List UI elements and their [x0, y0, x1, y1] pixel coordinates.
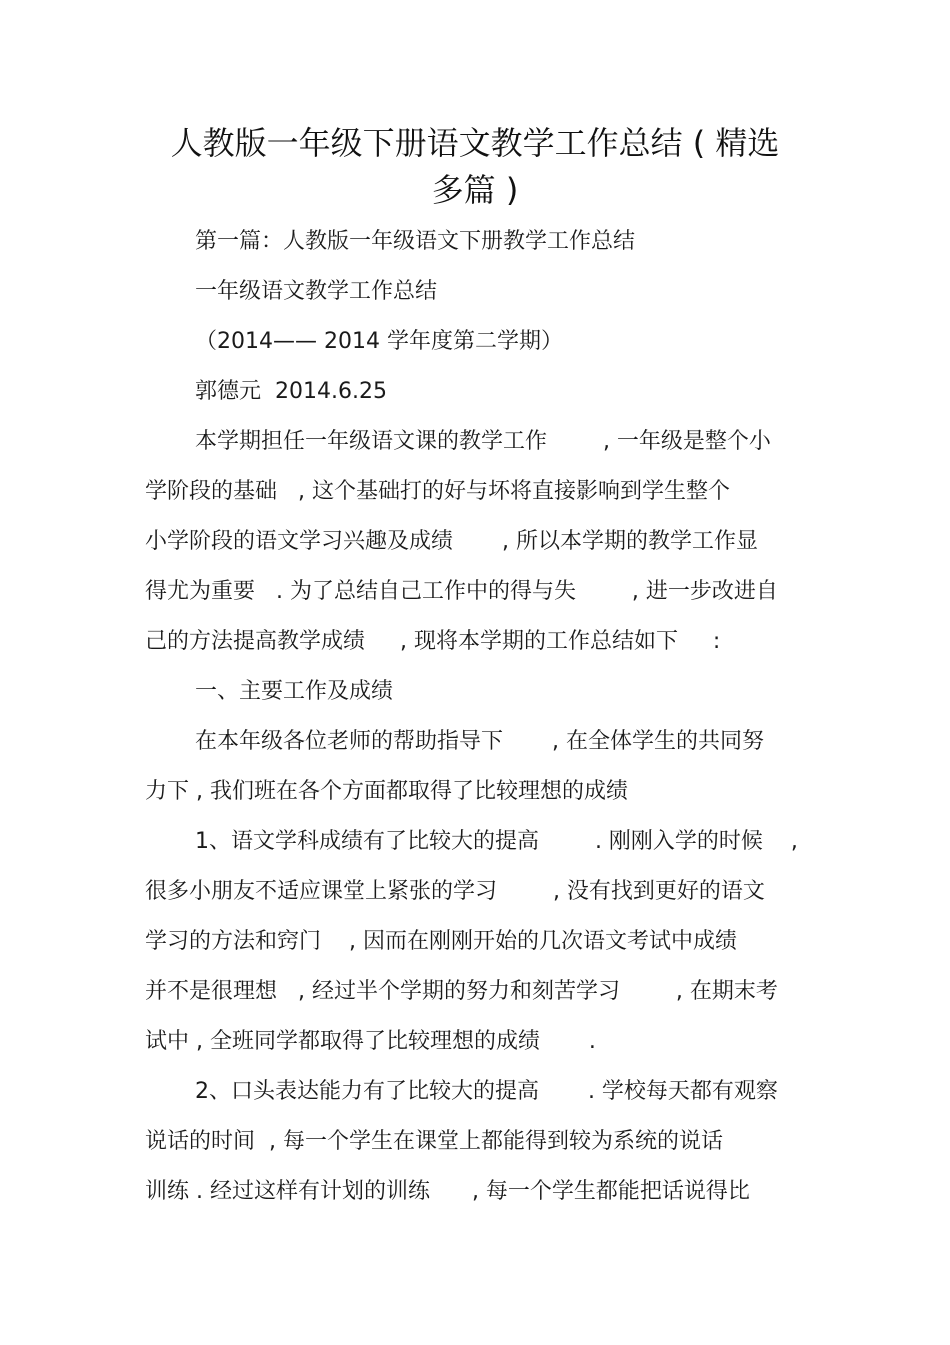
- paragraph-line: 学习的方法和窍门 , 因而在刚刚开始的几次语文考试中成绩: [145, 929, 737, 954]
- school-year: （2014—— 2014 学年度第二学期）: [195, 329, 563, 354]
- list-item-line: 1、语文学科成绩有了比较大的提高 . 刚刚入学的时候 ,: [195, 829, 798, 854]
- paragraph-line: 己的方法提高教学成绩 , 现将本学期的工作总结如下 :: [145, 629, 721, 654]
- document-title-line-1: 人教版一年级下册语文教学工作总结 ( 精选: [170, 124, 780, 162]
- paragraph-line: 在本年级各位老师的帮助指导下 , 在全体学生的共同努: [195, 729, 764, 754]
- section-heading-main-work: 一、主要工作及成绩: [195, 679, 394, 704]
- paragraph-line: 得尤为重要 . 为了总结自己工作中的得与失 , 进一步改进自: [145, 579, 778, 604]
- paragraph-line: 说话的时间 , 每一个学生在课堂上都能得到较为系统的说话: [145, 1129, 723, 1154]
- paragraph-line: 并不是很理想 , 经过半个学期的努力和刻苦学习 , 在期末考: [145, 979, 778, 1004]
- paragraph-line: 训练 . 经过这样有计划的训练 , 每一个学生都能把话说得比: [145, 1179, 750, 1204]
- author-date: 郭德元 2014.6.25: [195, 379, 387, 404]
- paragraph-line: 小学阶段的语文学习兴趣及成绩 , 所以本学期的教学工作显: [145, 529, 758, 554]
- document-title-line-2: 多篇 ): [431, 171, 519, 209]
- section-heading-part-1: 第一篇：人教版一年级语文下册教学工作总结: [195, 229, 636, 254]
- paragraph-line: 试中 , 全班同学都取得了比较理想的成绩 .: [145, 1029, 596, 1054]
- paragraph-line: 力下 , 我们班在各个方面都取得了比较理想的成绩: [145, 779, 628, 804]
- paragraph-line: 很多小朋友不适应课堂上紧张的学习 , 没有找到更好的语文: [145, 879, 765, 904]
- subtitle-summary: 一年级语文教学工作总结: [195, 279, 438, 304]
- list-item-line: 2、口头表达能力有了比较大的提高 . 学校每天都有观察: [195, 1079, 778, 1104]
- paragraph-line: 学阶段的基础 , 这个基础打的好与坏将直接影响到学生整个: [145, 479, 730, 504]
- paragraph-line: 本学期担任一年级语文课的教学工作 , 一年级是整个小: [195, 429, 771, 454]
